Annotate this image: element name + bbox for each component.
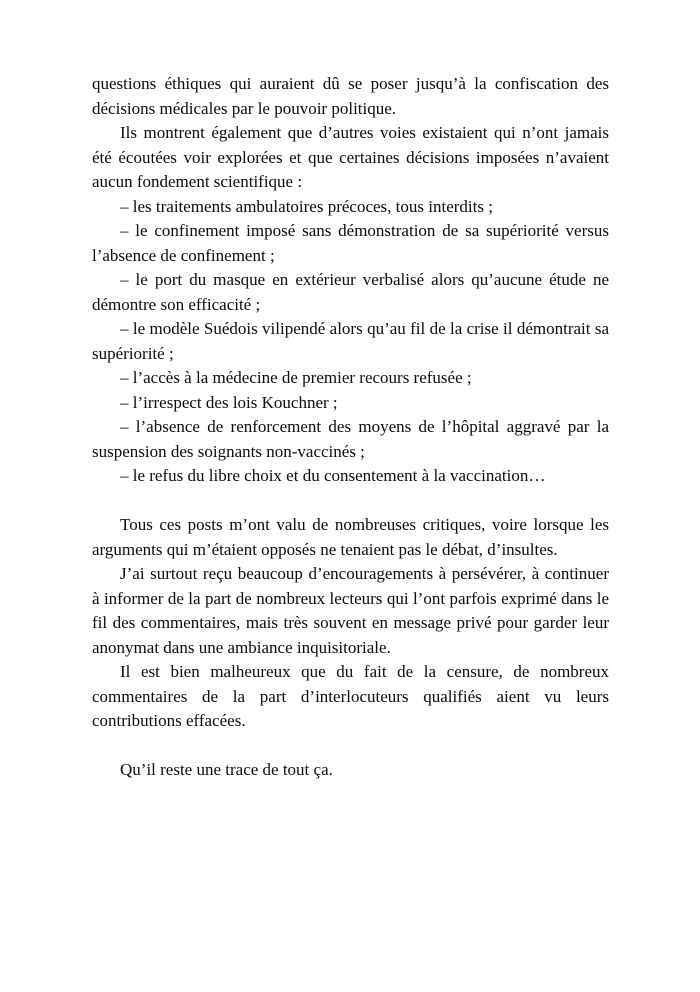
list-item: – les traitements ambulatoires précoces, tous interdits ; [120,196,493,216]
list-item: – l’irrespect des lois Kouchner ; [120,392,338,412]
paragraph: questions éthiques qui auraient dû se poser jusqu’à la confiscation des décisions médicales par le pouvoir politique. [92,74,609,118]
list-item: – l’absence de renforcement des moyens de l’hôpital aggravé par la suspension des soignants non-vaccinés ; [92,417,609,461]
list-item: – le refus du libre choix et du consentement à la vaccination… [120,466,546,485]
paragraph: J’ai surtout reçu beaucoup d’encouragements à persévérer, à continuer à informer de la part de nombreux lecteurs qui l’ont parfois exprimé dans le fil des commentaires, mais très souvent en message privé pour garder leur anonymat dans une ambiance inquisitoriale. [92,564,609,657]
paragraph: Tous ces posts m’ont valu de nombreuses critiques, voire lorsque les arguments qui m’étaient opposés ne tenaient pas le débat, d’insultes. [92,515,609,559]
list-item: – le port du masque en extérieur verbalisé alors qu’aucune étude ne démontre son efficacité ; [92,270,609,314]
paragraph: Ils montrent également que d’autres voies existaient qui n’ont jamais été écoutées voir explorées et que certaines décisions imposées n’avaient aucun fondement scientifique : [92,123,609,191]
list-item: – le modèle Suédois vilipendé alors qu’au fil de la crise il démontrait sa supériorité ; [92,319,609,363]
list-item: – l’accès à la médecine de premier recours refusée ; [120,368,472,387]
paragraph: Il est bien malheureux que du fait de la censure, de nombreux commentaires de la part d’interlocuteurs qualifiés aient vu leurs contributions effacées. [92,662,609,730]
list-item: – le confinement imposé sans démonstration de sa supériorité versus l’absence de confinement ; [92,221,609,265]
paragraph: Qu’il reste une trace de tout ça. [120,760,333,779]
